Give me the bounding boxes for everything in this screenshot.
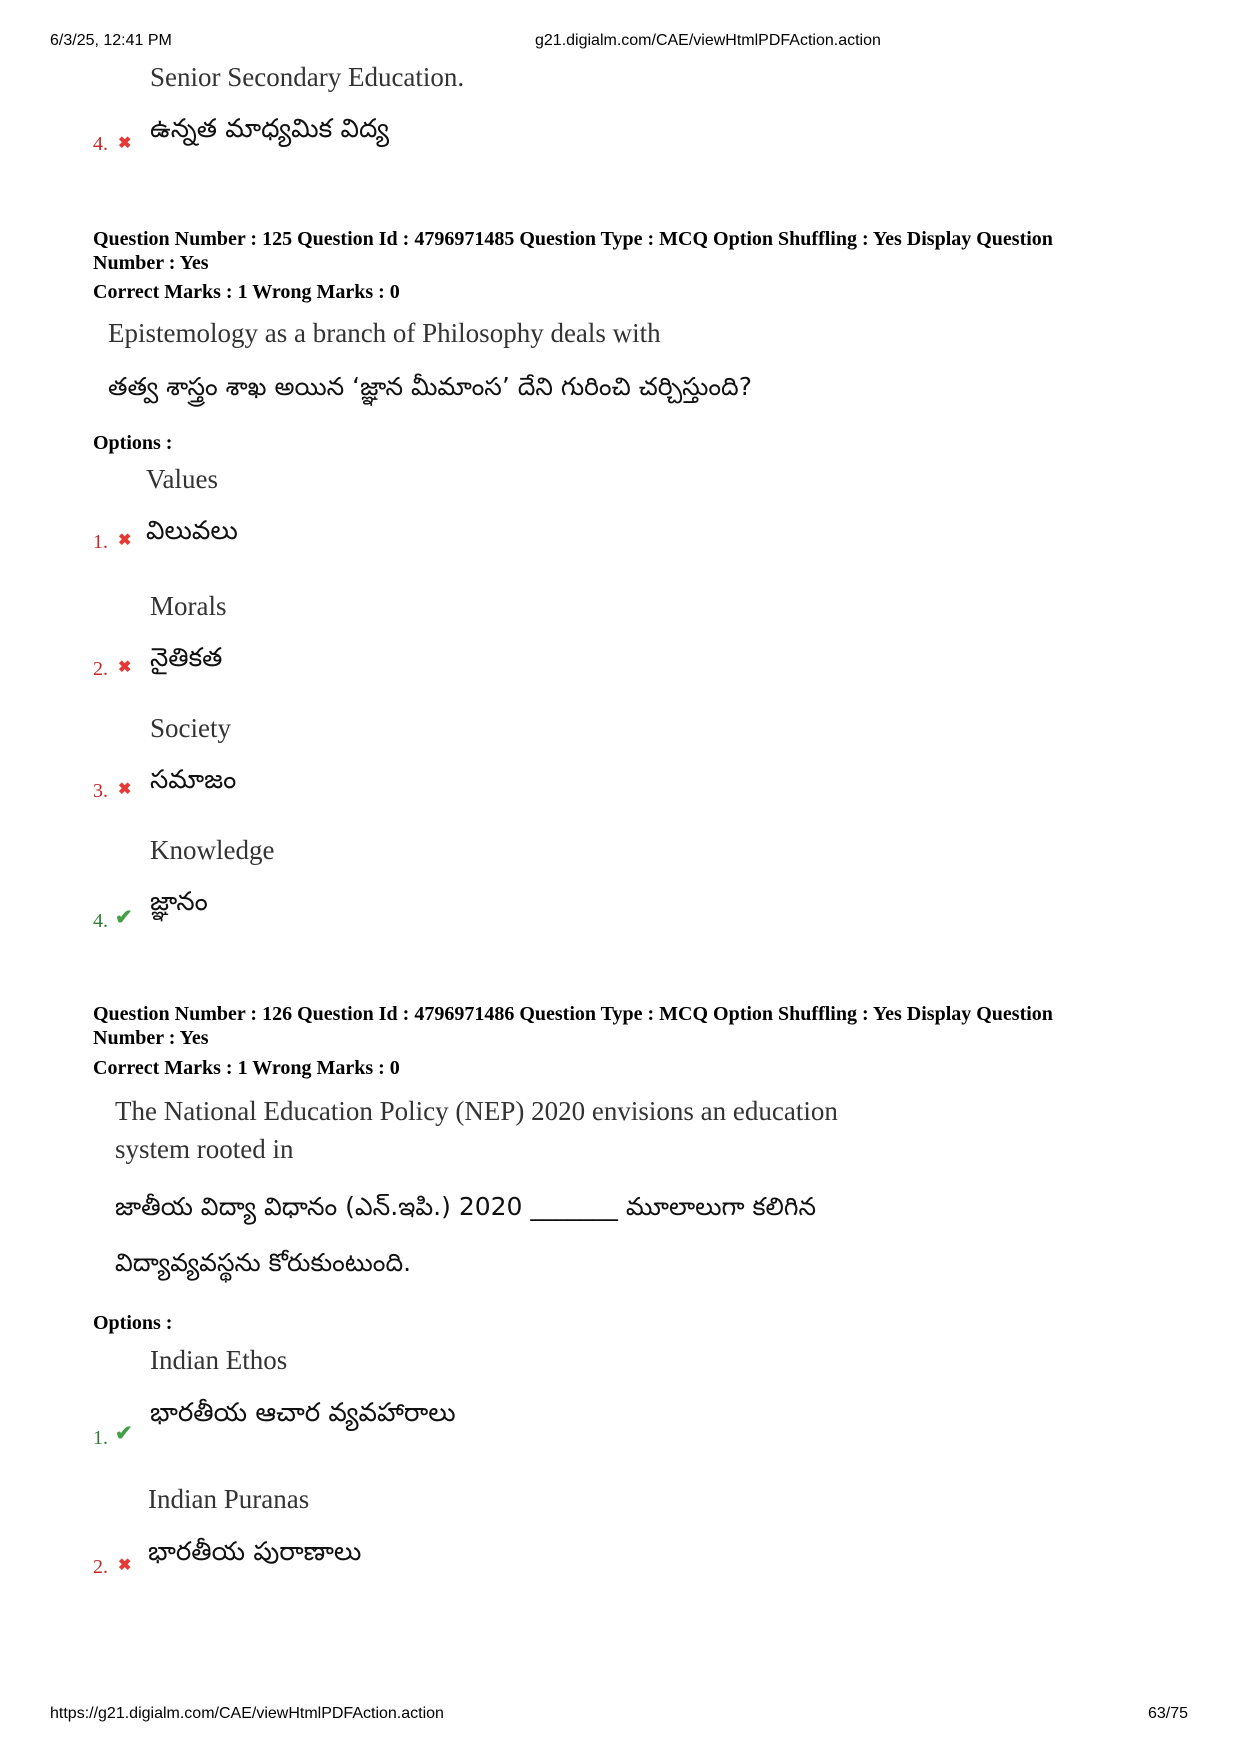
wrong-mark-icon: ✖ xyxy=(118,532,132,549)
option-english: Values xyxy=(146,464,218,494)
wrong-mark-icon: ✖ xyxy=(118,1557,132,1574)
option-number: 4. xyxy=(93,133,108,155)
wrong-mark-icon: ✖ xyxy=(118,659,132,676)
question-text-telugu: తత్వ శాస్త్రం శాఖ అయిన ‘జ్ఞాన మీమాంస’ దేని గురించి చర్చిస్తుంది? xyxy=(108,372,752,401)
option-telugu: జ్ఞానం xyxy=(150,887,208,917)
option-number: 2. xyxy=(93,1556,108,1578)
question-meta-line2: Number : Yes xyxy=(93,1027,209,1049)
question-text-english xyxy=(115,1092,838,1168)
correct-check-icon: ✔ xyxy=(115,1421,133,1445)
option-telugu: భారతీయ పురాణాలు xyxy=(148,1537,362,1567)
option-telugu: నైతికత xyxy=(150,643,223,673)
option-english: Society xyxy=(150,713,231,743)
option-english: Indian Puranas xyxy=(148,1484,310,1514)
wrong-mark-icon: ✖ xyxy=(118,781,132,798)
question-text-english-line2: system rooted in xyxy=(115,1134,294,1164)
question-text-english-line1: The National Education Policy (NEP) 2020 envisions an education xyxy=(115,1096,838,1126)
question-marks: Correct Marks : 1 Wrong Marks : 0 xyxy=(93,1057,400,1079)
option-telugu: భారతీయ ఆచార వ్యవహారాలు xyxy=(150,1398,456,1428)
footer-url: https://g21.digialm.com/CAE/viewHtmlPDFAction.action xyxy=(50,1705,444,1722)
print-datetime: 6/3/25, 12:41 PM xyxy=(50,32,172,49)
page-number: 63/75 xyxy=(1148,1705,1189,1722)
option-english: Knowledge xyxy=(150,835,275,865)
correct-check-icon: ✔ xyxy=(115,905,133,929)
option-telugu: ఉన్నత మాధ్యమిక విద్య xyxy=(150,114,390,144)
question-meta-line2: Number : Yes xyxy=(93,252,209,274)
options-label: Options : xyxy=(93,1312,173,1334)
option-number: 2. xyxy=(93,658,108,680)
print-url: g21.digialm.com/CAE/viewHtmlPDFAction.action xyxy=(535,32,881,49)
option-english: Senior Secondary Education. xyxy=(150,62,465,92)
option-number: 1. xyxy=(93,531,108,553)
option-telugu: సమాజం xyxy=(150,765,237,795)
wrong-mark-icon: ✖ xyxy=(118,135,132,152)
options-label: Options : xyxy=(93,432,173,454)
question-meta xyxy=(93,227,1153,275)
option-number: 3. xyxy=(93,780,108,802)
option-telugu: విలువలు xyxy=(146,516,238,546)
option-number: 4. xyxy=(93,910,108,932)
option-number: 1. xyxy=(93,1427,108,1449)
question-text-telugu-line1: జాతీయ విద్యా విధానం (ఎన్.ఇపి.) 2020 _______ మూలాలుగా కలిగిన xyxy=(115,1192,817,1221)
option-english: Indian Ethos xyxy=(150,1345,288,1375)
question-text-telugu-line2: విద్యావ్యవస్థను కోరుకుంటుంది. xyxy=(115,1248,412,1277)
question-text-english: Epistemology as a branch of Philosophy deals with xyxy=(108,318,661,348)
question-meta-line1: Question Number : 125 Question Id : 4796971485 Question Type : MCQ Option Shuffling : Yes Display Question xyxy=(93,228,1053,250)
question-meta xyxy=(93,1002,1153,1050)
question-meta-line1: Question Number : 126 Question Id : 4796971486 Question Type : MCQ Option Shuffling : Yes Display Question xyxy=(93,1003,1053,1025)
question-marks: Correct Marks : 1 Wrong Marks : 0 xyxy=(93,281,400,303)
option-english: Morals xyxy=(150,591,227,621)
